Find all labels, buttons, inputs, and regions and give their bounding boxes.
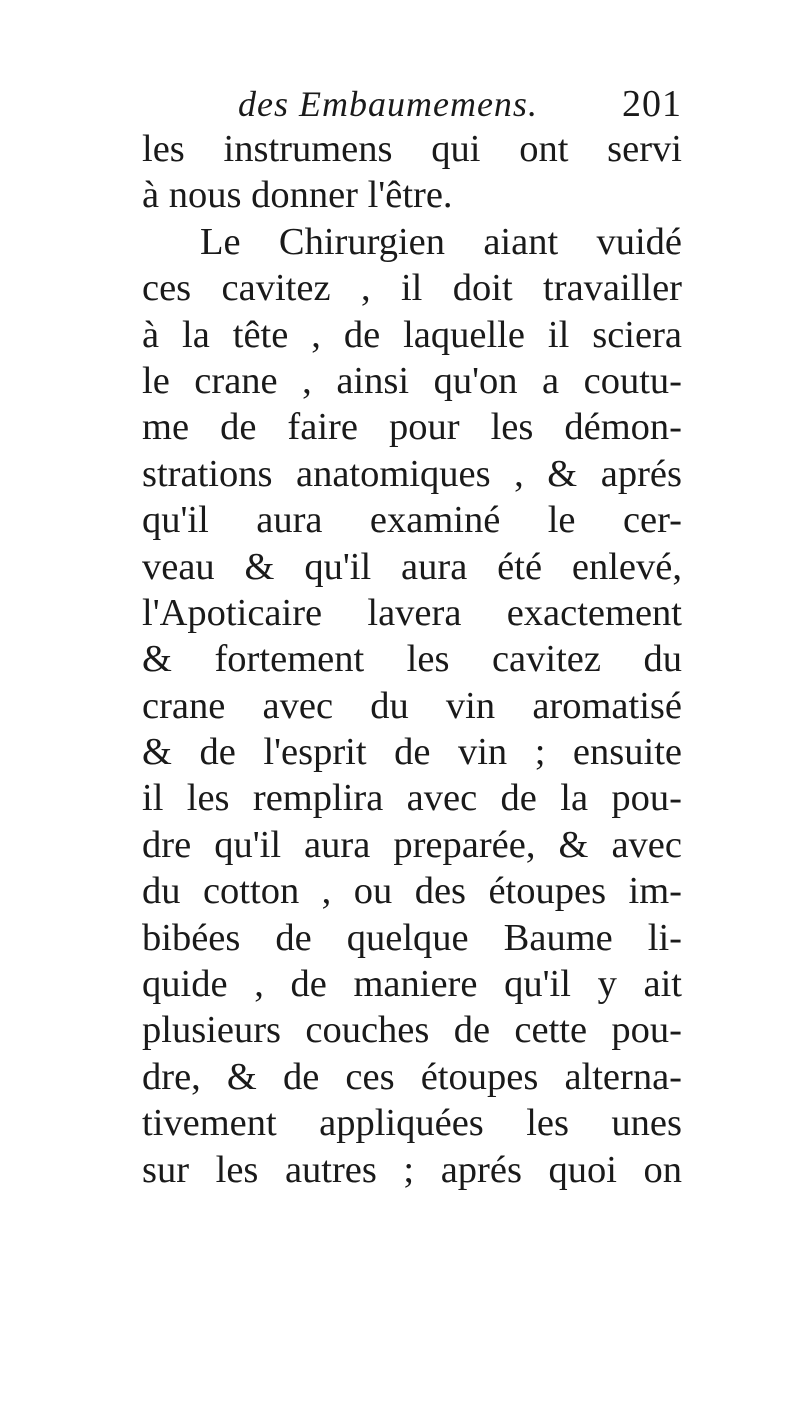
running-head [142,78,682,130]
text-line: tivement appliquées les unes [142,1102,682,1145]
body-text [142,126,682,1193]
text-line: sur les autres ; aprés quoi on [142,1148,682,1191]
text-line: l'Apoticaire lavera exactement [142,591,682,634]
text-line: ces cavitez , il doit travailler [142,267,682,310]
text-line: le crane , ainsi qu'on a coutu- [142,359,682,402]
text-line: veau & qu'il aura été enlevé, [142,545,682,588]
text-line: strations anatomiques , & aprés [142,452,682,495]
text-line: plusieurs couches de cette pou- [142,1009,682,1052]
text-line: & de l'esprit de vin ; ensuite [142,731,682,774]
text-line: à la tête , de laquelle il sciera [142,313,682,356]
text-line: à nous donner l'être. [142,174,453,217]
page-number: 201 [622,83,682,125]
text-line: quide , de maniere qu'il y ait [142,963,682,1006]
text-line: du cotton , ou des étoupes im- [142,870,682,913]
text-line: bibées de quelque Baume li- [142,916,682,959]
text-line: & fortement les cavitez du [142,638,682,681]
text-line: il les remplira avec de la pou- [142,777,682,820]
text-line: crane avec du vin aromatisé [142,684,682,727]
text-line: dre qu'il aura preparée, & avec [142,823,682,866]
text-line: les instrumens qui ont servi [142,128,682,170]
text-line: me de faire pour les démon- [142,406,682,449]
text-line: Le Chirurgien aiant vuidé [200,220,682,263]
text-line: dre, & de ces étoupes alterna- [142,1055,682,1098]
text-line: qu'il aura examiné le cer- [142,499,682,542]
running-title: des Embaumemens. [238,84,538,124]
